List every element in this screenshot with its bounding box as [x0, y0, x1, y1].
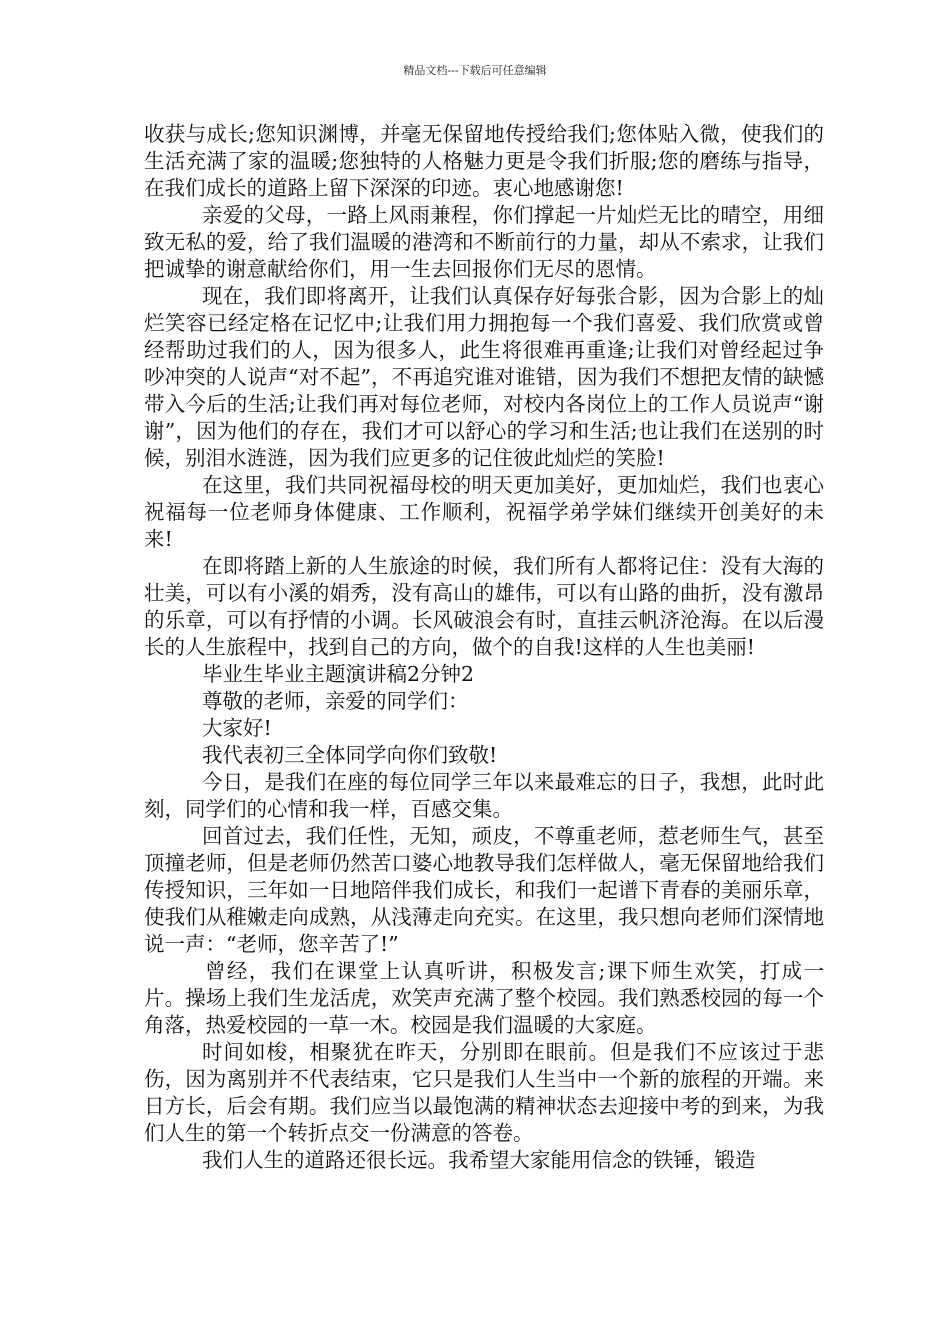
paragraph: 今日，是我们在座的每位同学三年以来最难忘的日子，我想，此时此刻，同学们的心情和我一样，百感交集。: [144, 770, 824, 821]
paragraph: 我们人生的道路还很长远。我希望大家能用信念的铁锤，锻造: [202, 1148, 756, 1172]
paragraph: 我代表初三全体同学向你们致敬!: [202, 743, 498, 767]
paragraph: 现在，我们即将离开，让我们认真保存好每张合影，因为合影上的灿烂笑容已经定格在记忆中;让我们用力拥抱每一个我们喜爱、我们欣赏或曾经帮助过我们的人，因为很多人，此生将很难再重逢;让我们对曾经起过争吵冲突的人说声“对不起”，不再追究谁对谁错，因为我们不想把友情的缺憾带入今后的生活;让我们再对每位老师，对校内各岗位上的工作人员说声“谢谢”，因为他们的存在，我们才可以舒心的学习和生活;也让我们在送别的时候，别泪水涟涟，因为我们应更多的记住彼此灿烂的笑脸!: [144, 284, 824, 470]
paragraph: 回首过去，我们任性，无知，顽皮，不尊重老师，惹老师生气，甚至顶撞老师，但是老师仍然苦口婆心地教导我们怎样做人，毫无保留地给我们传授知识，三年如一日地陪伴我们成长，和我们一起谱下青春的美丽乐章，使我们从稚嫩走向成熟，从浅薄走向充实。在这里，我只想向老师们深情地说一声：“老师，您辛苦了!”: [144, 824, 824, 956]
paragraph: 时间如梭，相聚犹在昨天，分别即在眼前。但是我们不应该过于悲伤，因为离别并不代表结束，它只是我们人生当中一个新的旅程的开端。来日方长，后会有期。我们应当以最饱满的精神状态去迎接中考的到来，为我们人生的第一个转折点交一份满意的答卷。: [144, 1040, 824, 1145]
paragraph: 收获与成长;您知识渊博，并毫无保留地传授给我们;您体贴入微，使我们的生活充满了家的温暖;您独特的人格魅力更是令我们折服;您的磨练与指导，在我们成长的道路上留下深深的印迹。衷心地感谢您!: [144, 122, 824, 200]
page-header-note: 精品文档---下载后可任意编辑: [403, 64, 547, 77]
paragraph: 在即将踏上新的人生旅途的时候，我们所有人都将记住：没有大海的壮美，可以有小溪的娟秀，没有高山的雄伟，可以有山路的曲折，没有激昂的乐章，可以有抒情的小调。长风破浪会有时，直挂云帆济沧海。在以后漫长的人生旅程中，找到自己的方向，做个的自我!这样的人生也美丽!: [144, 554, 824, 659]
document-body: [144, 121, 824, 1174]
paragraph: 亲爱的父母，一路上风雨兼程，你们撑起一片灿烂无比的晴空，用细致无私的爱，给了我们温暖的港湾和不断前行的力量，却从不索求，让我们把诚挚的谢意献给你们，用一生去回报你们无尽的恩情。: [144, 203, 824, 281]
section-title: 毕业生毕业主题演讲稿2分钟2: [202, 662, 475, 686]
paragraph: 曾经，我们在课堂上认真听讲，积极发言;课下师生欢笑，打成一片。操场上我们生龙活虎，欢笑声充满了整个校园。我们熟悉校园的每一个角落，热爱校园的一草一木。校园是我们温暖的大家庭。: [144, 959, 824, 1037]
greeting: 大家好!: [202, 716, 272, 740]
salutation: 尊敬的老师，亲爱的同学们：: [202, 689, 469, 713]
paragraph: 在这里，我们共同祝福母校的明天更加美好，更加灿烂，我们也衷心祝福每一位老师身体健康、工作顺利，祝福学弟学妹们继续开创美好的未来!: [144, 473, 824, 551]
